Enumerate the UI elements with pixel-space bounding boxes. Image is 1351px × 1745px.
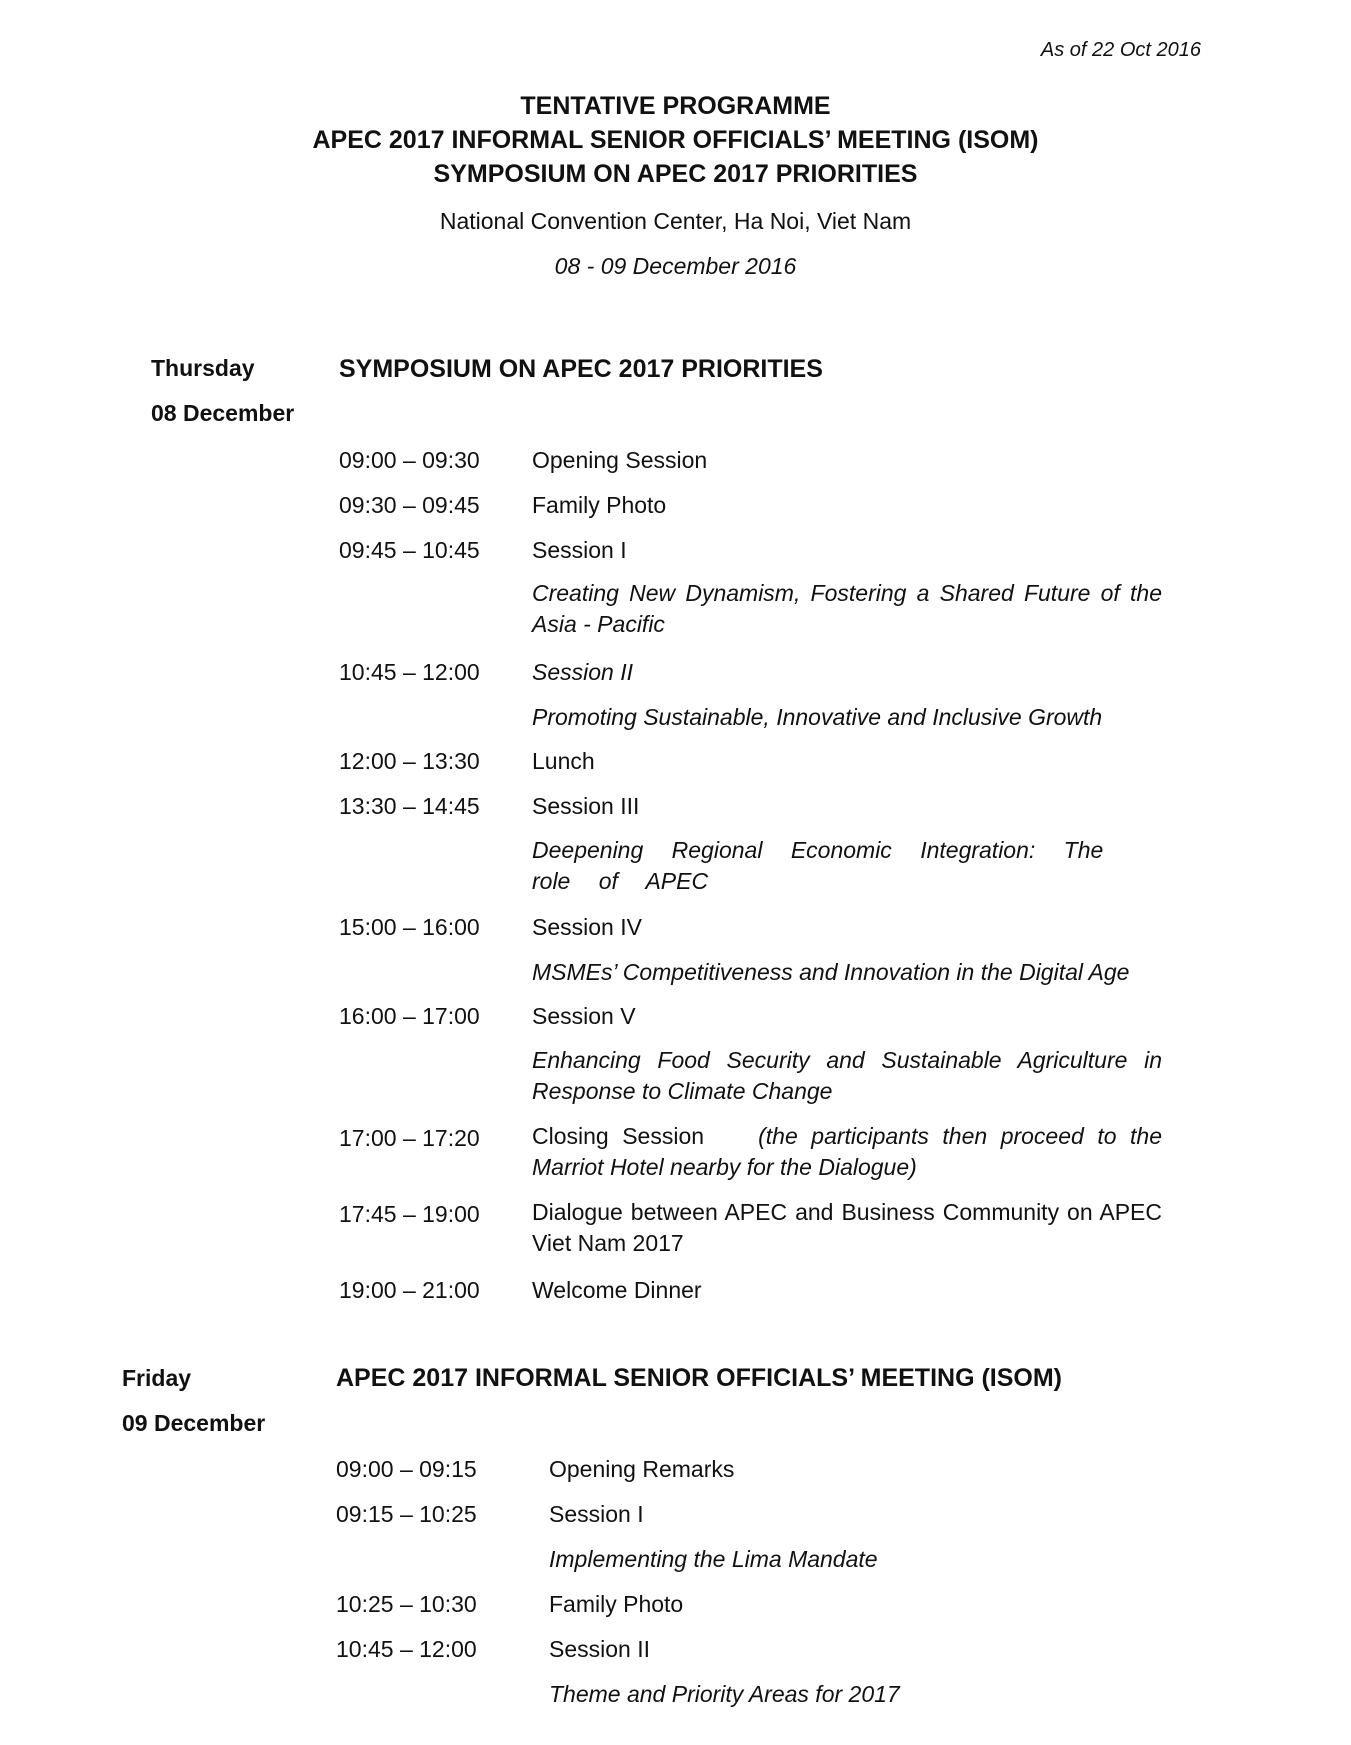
day1-time-photo: 09:30 – 09:45 xyxy=(339,492,480,518)
day1-session1-topic: Creating New Dynamism, Fostering a Shared Future of the Asia - Pacific xyxy=(532,580,1162,637)
header-dates: 08 - 09 December 2016 xyxy=(554,253,797,279)
day1-time-lunch: 12:00 – 13:30 xyxy=(339,748,480,774)
header-symposium: SYMPOSIUM ON APEC 2017 PRIORITIES xyxy=(433,160,918,188)
day1-date: 08 December xyxy=(151,400,295,426)
day1-time-session2: 10:45 – 12:00 xyxy=(339,659,480,685)
header-meeting: APEC 2017 INFORMAL SENIOR OFFICIALS’ MEETING (ISOM) xyxy=(312,126,1039,154)
day1-session2: Session II xyxy=(532,659,633,685)
day1-time-session5: 16:00 – 17:00 xyxy=(339,1003,480,1029)
day1-session4-topic: MSMEs’ Competitiveness and Innovation in the Digital Age xyxy=(532,959,1130,985)
day1-session3-topic: Deepening Regional Economic Integration: The role of APEC xyxy=(532,837,1104,894)
day2-time-photo: 10:25 – 10:30 xyxy=(336,1591,477,1617)
as-of-date: As of 22 Oct 2016 xyxy=(1040,39,1201,61)
day1-lunch: Lunch xyxy=(532,748,595,774)
day2-time-session2: 10:45 – 12:00 xyxy=(336,1636,477,1662)
day2-date: 09 December xyxy=(122,1410,266,1436)
day2-session1-topic: Implementing the Lima Mandate xyxy=(549,1546,878,1572)
day1-time-session1: 09:45 – 10:45 xyxy=(339,537,480,563)
header-venue: National Convention Center, Ha Noi, Viet Nam xyxy=(439,208,912,234)
day2-weekday: Friday xyxy=(122,1365,192,1391)
day1-weekday: Thursday xyxy=(151,355,255,381)
day2-session2: Session II xyxy=(549,1636,650,1662)
day1-session5: Session V xyxy=(532,1003,636,1029)
day1-session3: Session III xyxy=(532,793,640,819)
day2-session1: Session I xyxy=(549,1501,644,1527)
day2-family-photo: Family Photo xyxy=(549,1591,684,1617)
day1-family-photo: Family Photo xyxy=(532,492,667,518)
day1-session5-topic: Enhancing Food Security and Sustainable Agriculture in Response to Climate Change xyxy=(532,1047,1162,1104)
day2-time-opening: 09:00 – 09:15 xyxy=(336,1456,477,1482)
closing-session-label: Closing Session xyxy=(532,1123,705,1149)
day1-session4: Session IV xyxy=(532,914,642,940)
day1-time-session4: 15:00 – 16:00 xyxy=(339,914,480,940)
day1-dialogue: Dialogue between APEC and Business Community on APEC Viet Nam 2017 xyxy=(532,1199,1162,1256)
day1-time-dialogue: 17:45 – 19:00 xyxy=(339,1201,480,1227)
day1-title: SYMPOSIUM ON APEC 2017 PRIORITIES xyxy=(339,355,823,383)
day1-session1: Session I xyxy=(532,537,627,563)
day2-opening-remarks: Opening Remarks xyxy=(549,1456,735,1482)
day1-welcome-dinner: Welcome Dinner xyxy=(532,1277,702,1303)
day1-time-closing: 17:00 – 17:20 xyxy=(339,1125,480,1151)
header-programme: TENTATIVE PROGRAMME xyxy=(520,92,831,120)
closing-session-note: (the participants then proceed to the Marriot Hotel nearby for the Dialogue) xyxy=(532,1123,1162,1180)
day1-opening-session: Opening Session xyxy=(532,447,708,473)
day1-closing-session xyxy=(532,1121,1162,1183)
day1-time-dinner: 19:00 – 21:00 xyxy=(339,1277,480,1303)
day1-time-opening: 09:00 – 09:30 xyxy=(339,447,480,473)
day2-session2-topic: Theme and Priority Areas for 2017 xyxy=(549,1681,900,1707)
day2-title: APEC 2017 INFORMAL SENIOR OFFICIALS’ MEETING (ISOM) xyxy=(336,1364,1063,1392)
day2-time-session1: 09:15 – 10:25 xyxy=(336,1501,477,1527)
day1-time-session3: 13:30 – 14:45 xyxy=(339,793,480,819)
day1-session2-topic: Promoting Sustainable, Innovative and Inclusive Growth xyxy=(532,704,1103,730)
